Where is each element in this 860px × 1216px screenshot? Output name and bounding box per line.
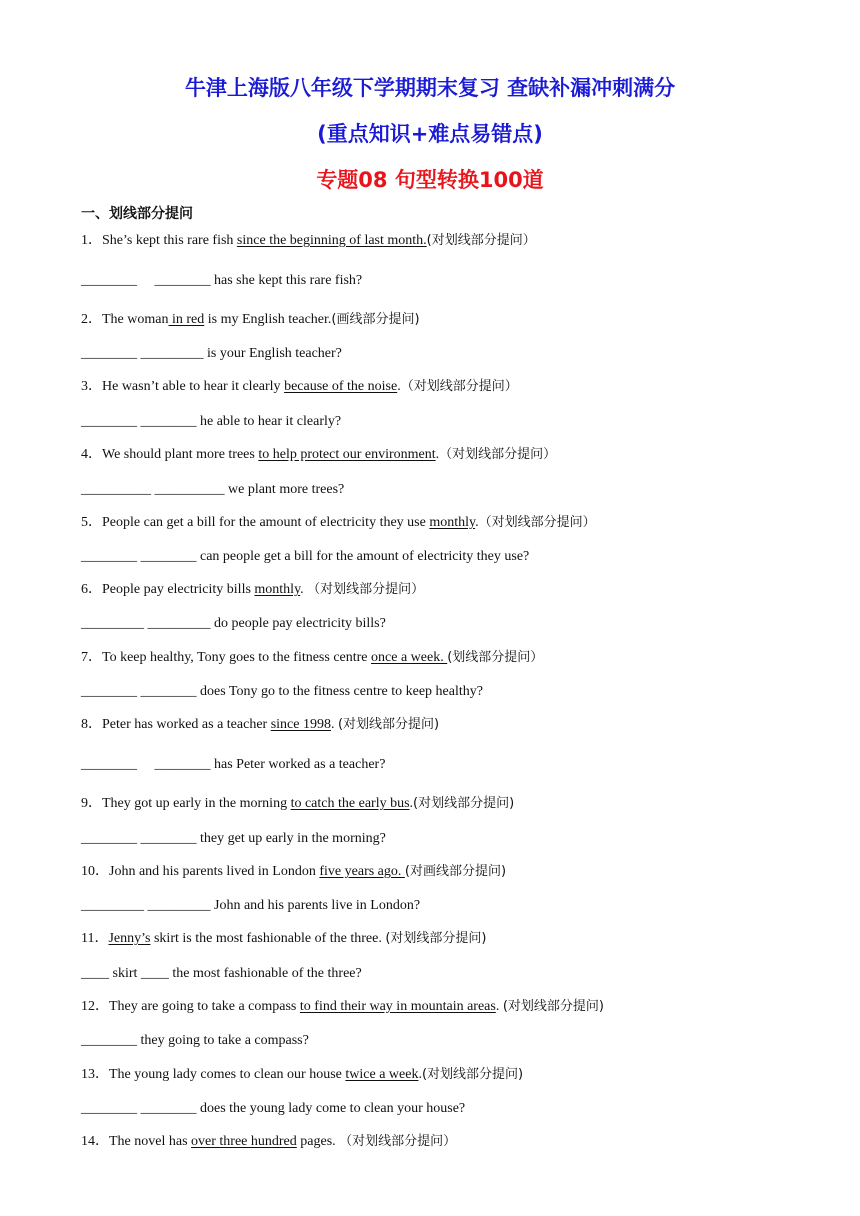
section-heading: 一、划线部分提问 [81,206,193,222]
question-text: John and his parents lived in London [109,864,320,879]
underlined-phrase: because of the noise [284,379,398,394]
question-text: pages. [296,1134,340,1149]
document-title: 牛津上海版八年级下学期期末复习 查缺补漏冲刺满分 [184,76,676,100]
underlined-phrase: twice a week [345,1067,419,1082]
underlined-phrase: monthly [429,515,476,530]
question-number: 13． [81,1067,109,1082]
underlined-phrase: to find their way in mountain areas [299,999,496,1014]
question-line [81,581,424,599]
question-text: is my English teacher. [204,312,332,327]
question-text: The young lady comes to clean our house [109,1067,346,1082]
question-text: . [418,1067,422,1082]
instruction-note: (对划线部分提问) [413,796,515,811]
underlined-phrase: Jenny’s [108,931,151,946]
answer-line[interactable]: ________ ________ has she kept this rare fish? [81,273,363,288]
underlined-phrase: five years ago. [319,864,405,879]
question-line [81,998,604,1016]
answer-line[interactable]: ________ ________ they get up early in the morning? [81,831,386,846]
underlined-phrase: to help protect our environment [258,447,436,462]
question-number: 6． [81,582,102,597]
answer-line[interactable]: ________ they going to take a compass? [81,1033,309,1048]
instruction-note: (画线部分提问) [331,312,420,327]
instruction-note: （对划线部分提问） [400,379,518,394]
answer-line[interactable]: ________ _________ is your English teacher? [81,346,342,361]
question-number: 14． [81,1134,109,1149]
answer-line[interactable]: __________ __________ we plant more trees? [81,482,345,497]
question-line [81,930,486,948]
question-text: The novel has [109,1134,192,1149]
question-text: To keep healthy, Tony goes to the fitness centre [102,650,372,665]
question-text: . [409,796,414,811]
question-number: 7． [81,650,102,665]
question-line [81,232,536,250]
question-line [81,378,518,396]
instruction-note: (对划线部分提问) [502,999,604,1014]
answer-line[interactable]: _________ _________ do people pay electricity bills? [81,616,386,631]
question-text: . [475,515,479,530]
answer-line[interactable]: _________ _________ John and his parents live in London? [81,898,421,913]
instruction-note: (对划线部分提问) [385,931,487,946]
answer-line[interactable]: ________ ________ can people get a bill for the amount of electricity they use? [81,549,530,564]
question-number: 8． [81,717,102,732]
underlined-phrase: to catch the early bus [290,796,410,811]
answer-line[interactable]: ________ ________ he able to hear it clearly? [81,414,342,429]
question-line [81,863,506,881]
document-subtitle: (重点知识+难点易错点) [317,122,543,146]
instruction-note: （对划线部分提问） [307,582,425,597]
question-text: . [330,717,338,732]
instruction-note: (划线部分提问） [447,650,544,665]
question-number: 1． [81,233,102,248]
question-line [81,1066,523,1084]
question-text: Peter has worked as a teacher [102,717,271,732]
question-number: 2． [81,312,102,327]
question-number: 11． [81,931,109,946]
answer-line[interactable]: ____ skirt ____ the most fashionable of the three? [81,966,362,981]
underlined-phrase: since 1998 [270,717,331,732]
question-text: We should plant more trees [102,447,259,462]
instruction-note: （对划线部分提问） [339,1134,457,1149]
question-text: He wasn’t able to hear it clearly [102,379,285,394]
instruction-note: (对划线部分提问) [421,1067,524,1082]
question-line [81,514,596,532]
underlined-phrase: since the beginning of last month. [236,233,427,248]
answer-line[interactable]: ________ ________ does the young lady come to clean your house? [81,1101,466,1116]
underlined-phrase: over three hundred [191,1134,297,1149]
question-text: . [300,582,308,597]
answer-line[interactable]: ________ ________ does Tony go to the fitness centre to keep healthy? [81,684,483,699]
question-text: They are going to take a compass [109,999,300,1014]
question-number: 4． [81,447,102,462]
question-text: The woman [102,312,169,327]
instruction-note: (对划线部分提问） [426,233,536,248]
underlined-phrase: monthly [254,582,301,597]
underlined-phrase: once a week. [371,650,448,665]
question-text: She’s kept this rare fish [102,233,237,248]
question-number: 9． [81,796,102,811]
instruction-note: (对划线部分提问) [337,717,440,732]
underlined-phrase: in red [168,312,205,327]
question-line [81,795,514,813]
question-line [81,1133,456,1151]
question-text: skirt is the most fashionable of the three. [150,931,386,946]
question-number: 5． [81,515,102,530]
question-text: . [435,447,440,462]
question-number: 3． [81,379,102,394]
question-line [81,716,439,734]
question-line [81,311,420,329]
question-line [81,446,556,464]
question-text: They got up early in the morning [102,796,291,811]
question-text: People can get a bill for the amount of electricity they use [102,515,430,530]
question-number: 10． [81,864,109,879]
question-text: People pay electricity bills [102,582,255,597]
question-line [81,649,543,667]
instruction-note: (对画线部分提问) [404,864,507,879]
question-text: . [397,379,401,394]
answer-line[interactable]: ________ ________ has Peter worked as a teacher? [81,757,386,772]
topic-title: 专题08 句型转换100道 [316,168,544,192]
instruction-note: （对划线部分提问） [478,515,596,530]
question-text: . [495,999,503,1014]
instruction-note: （对划线部分提问） [439,447,557,462]
question-number: 12． [81,999,109,1014]
